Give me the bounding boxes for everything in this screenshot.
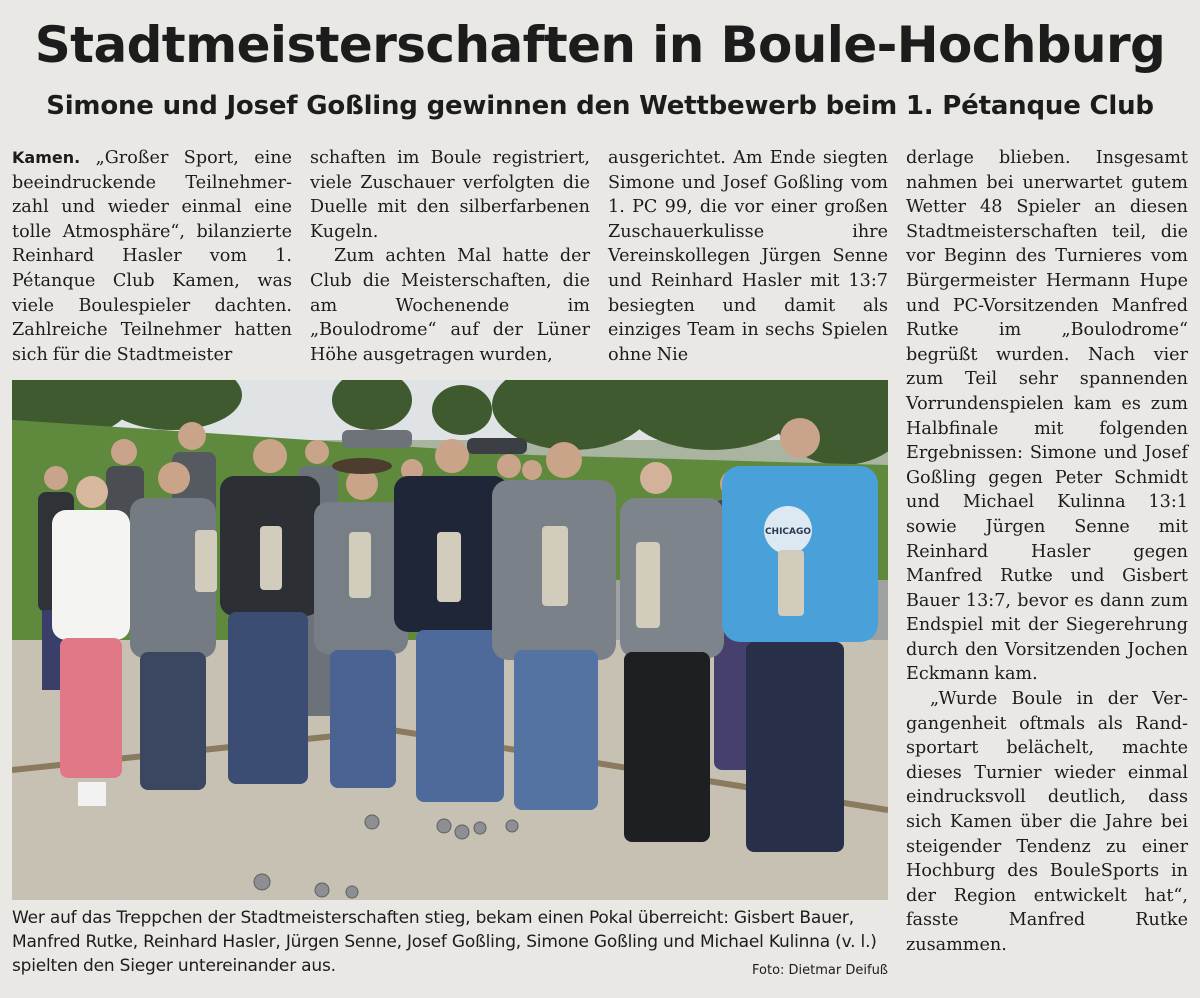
paragraph: ausgerichtet. Am Ende siegten Simone und Josef Goßling vom 1. PC 99, die vor einer großen Zuschauerkulisse ihre Vereinskollegen Jürgen Senne und Reinhard Hasler mit 13:7 besiegten und damit als einziges Team in sechs Spielen ohne Nie xyxy=(608,148,888,365)
paragraph: derlage blieben. Insgesamt nahmen bei unerwartet gutem Wetter 48 Spieler an diesen Stadtmeisterschaften teil, die vor Beginn des Turnieres vom Bürgermeister Hermann Hupe und PC-Vorsitzenden Manfred Rutke im „Boulodrome“ begrüßt wurden. Nach vier zum Teil sehr spannenden Vorrundenspielen kam es zum Halbfinale mit folgenden Ergebnissen: Simone und Josef Goßling gegen Peter Schmidt und Michael Kulinna 13:1 sowie Jürgen Senne mit Reinhard Hasler gegen Manfred Rutke und Gisbert Bauer 13:7, bevor es dann zum Endspiel mit der Siegerehrung durch den Vorsitzenden Jochen Eckmann kam. xyxy=(906,148,1188,685)
subheadline: Simone und Josef Goßling gewinnen den Wettbewerb beim 1. Pétanque Club xyxy=(46,91,1154,121)
headline: Stadtmeisterschaften in Boule-Hochburg xyxy=(34,16,1166,74)
paragraph-text: „Großer Sport, eine beeindruckende Teilnehmerzahl und wieder einmal eine tolle Atmosphäre“, bilanzierte Reinhard Hasler vom 1. Pétanque Club Kamen, was viele Boulespieler dachten. Zahlreiche Teilnehmer hatten sich für die Stadtmeister xyxy=(12,148,292,365)
paragraph xyxy=(12,146,292,367)
photo-caption: Wer auf das Treppchen der Stadtmeisterschaften stieg, bekam einen Pokal überreicht: Gisbert Bauer, Manfred Rutke, Reinhard Hasler, Jürgen Senne, Josef Goßling, Simone Goßling und Michael Kulinna (v. l.) spielten den Sieger untereinander aus. xyxy=(12,908,877,976)
paragraph: „Wurde Boule in der Vergangenheit oftmals als Randsportart belächelt, machte dieses Turnier wieder einmal eindrucksvoll deutlich, dass sich Kamen über die Jahre bei steigender Tendenz zu einer Hochburg des BouleSports in der Region entwickelt hat“, fasste Manfred Rutke zusammen. xyxy=(906,689,1188,955)
article-column-2 xyxy=(310,146,590,367)
dateline: Kamen. xyxy=(12,148,81,167)
winners xyxy=(52,418,878,852)
photo-credit: Foto: Dietmar Deifuß xyxy=(752,963,888,978)
paragraph: schaften im Boule registriert, viele Zuschauer verfolgten die Duelle mit den silberfarbenen Kugeln. xyxy=(310,148,590,242)
article-column-3 xyxy=(608,146,888,367)
team-photo-illustration xyxy=(12,380,888,900)
paragraph: Zum achten Mal hatte der Club die Meisterschaften, die am Wochenende im „Boulodrome“ auf der Lüner Höhe ausgetragen wurden, xyxy=(310,246,590,365)
article-column-4 xyxy=(906,146,1188,958)
jacket-print: CHICAGO xyxy=(764,527,812,537)
article-column-1 xyxy=(12,146,292,367)
team-photo xyxy=(12,380,888,900)
